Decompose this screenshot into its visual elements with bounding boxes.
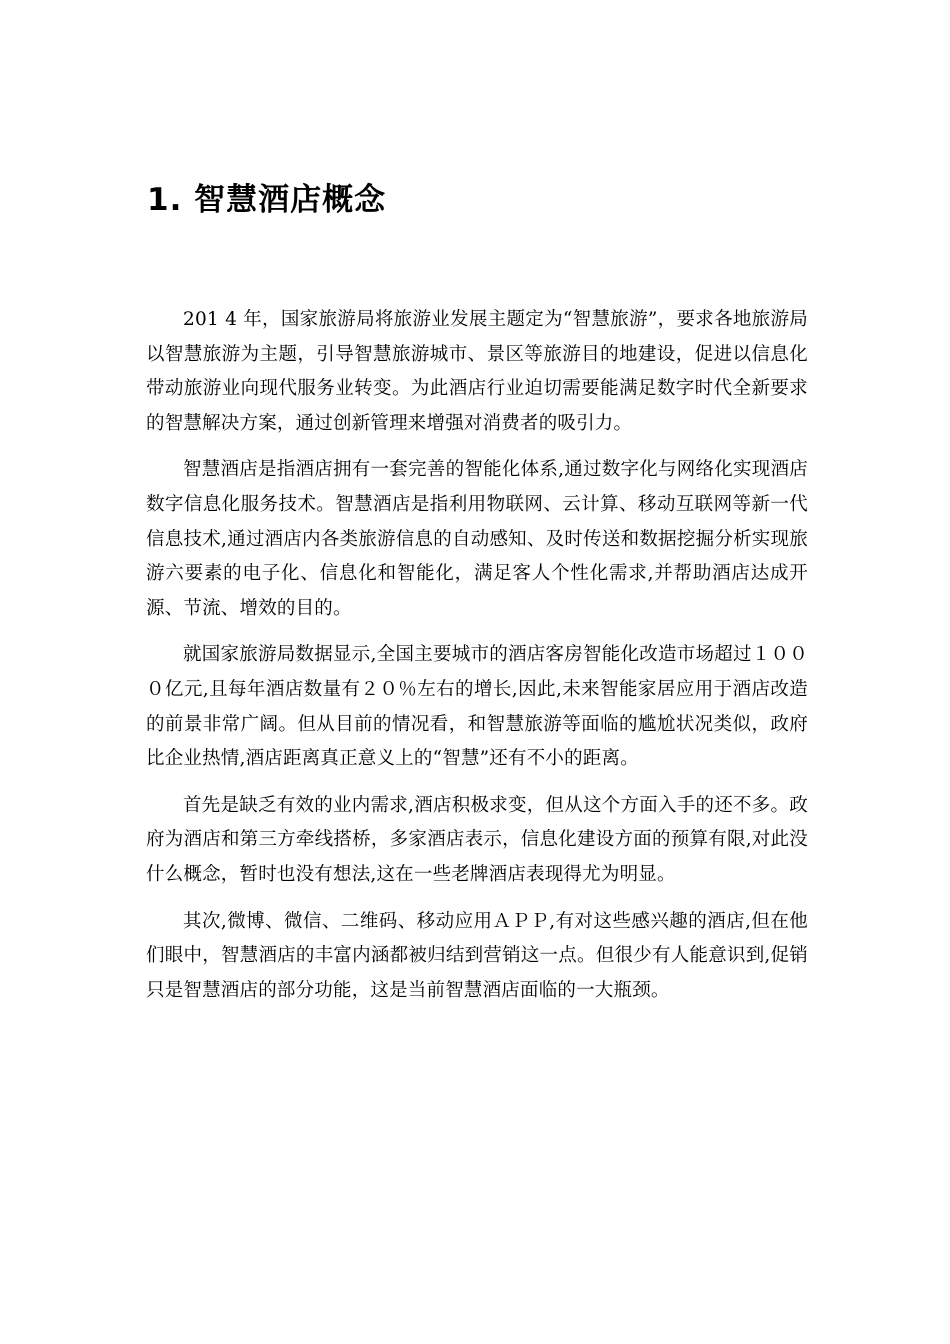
paragraph-bottleneck: 其次,微博、微信、二维码、移动应用ＡＰＰ,有对这些感兴趣的酒店,但在他们眼中，智慧酒店的丰富内涵都被归结到营销这一点。但很少有人能意识到,促销只是智慧酒店的部分功能，这是当前智慧酒店面临的一大瓶颈。 [146,910,808,1001]
section-heading: 1. 智慧酒店概念 [147,182,387,218]
paragraph-lack-of-demand: 首先是缺乏有效的业内需求,酒店积极求变，但从这个方面入手的还不多。政府为酒店和第三方牵线搭桥，多家酒店表示，信息化建设方面的预算有限,对此没什么概念，暂时也没有想法,这在一些老牌酒店表现得尤为明显。 [146,794,808,885]
paragraph-smart-hotel-definition: 智慧酒店是指酒店拥有一套完善的智能化体系,通过数字化与网络化实现酒店数字信息化服务技术。智慧酒店是指利用物联网、云计算、移动互联网等新一代信息技术,通过酒店内各类旅游信息的自动感知、及时传送和数据挖掘分析实现旅游六要素的电子化、信息化和智能化，满足客人个性化需求,并帮助酒店达成开源、节流、增效的目的。 [146,459,808,619]
paragraph-smart-tourism: 201 4 年，国家旅游局将旅游业发展主题定为“智慧旅游”，要求各地旅游局以智慧旅游为主题，引导智慧旅游城市、景区等旅游目的地建设，促进以信息化带动旅游业向现代服务业转变。为此酒店行业迫切需要能满足数字时代全新要求的智慧解决方案，通过创新管理来增强对消费者的吸引力。 [146,309,808,434]
paragraph-market-data: 就国家旅游局数据显示,全国主要城市的酒店客房智能化改造市场超过１０００亿元,且每年酒店数量有２０％左右的增长,因此,未来智能家居应用于酒店改造的前景非常广阔。但从目前的情况看，和智慧旅游等面临的尴尬状况类似，政府比企业热情,酒店距离真正意义上的“智慧”还有不小的距离。 [146,644,808,770]
body-text [146,303,808,1020]
